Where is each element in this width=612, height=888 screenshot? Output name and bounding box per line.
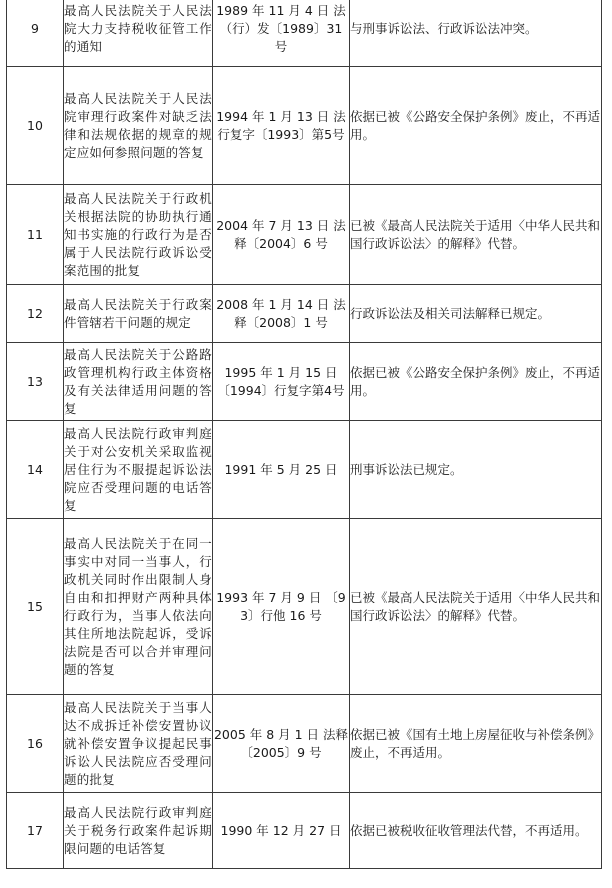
document-title: 最高人民法院行政审判庭关于税务行政案件起诉期限问题的电话答复 [64, 793, 213, 869]
repeal-reason: 刑事诉讼法已规定。 [350, 421, 602, 519]
table-row [7, 343, 602, 421]
document-title: 最高人民法院关于在同一事实中对同一当事人，行政机关同时作出限制人身自由和扣押财产两种具体行政行为，当事人依法向其住所地法院起诉，受诉法院是否可以合并审理问题的答复 [64, 519, 213, 695]
document-title: 最高人民法院关于人民法院审理行政案件对缺乏法律和法规依据的规章的规定应如何参照问题的答复 [64, 67, 213, 185]
table-row [7, 185, 602, 285]
table-row [7, 421, 602, 519]
issue-date-number: 1994 年 1 月 13 日 法行复字〔1993〕第5号 [213, 67, 350, 185]
row-number: 10 [7, 67, 64, 185]
document-title: 最高人民法院关于行政机关根据法院的协助执行通知书实施的行政行为是否属于人民法院行政诉讼受案范围的批复 [64, 185, 213, 285]
row-number: 9 [7, 0, 64, 67]
repeal-reason: 行政诉讼法及相关司法解释已规定。 [350, 285, 602, 343]
issue-date-number: 1993 年 7 月 9 日 〔93〕行他 16 号 [213, 519, 350, 695]
document-title: 最高人民法院关于公路路政管理机构行政主体资格及有关法律适用问题的答复 [64, 343, 213, 421]
issue-date-number: 1995 年 1 月 15 日 〔1994〕行复字第4号 [213, 343, 350, 421]
repeal-reason: 依据已被税收征收管理法代替，不再适用。 [350, 793, 602, 869]
issue-date-number: 2008 年 1 月 14 日 法释〔2008〕1 号 [213, 285, 350, 343]
table-row [7, 519, 602, 695]
table-row [7, 695, 602, 793]
repeal-reason: 依据已被《公路安全保护条例》废止，不再适用。 [350, 67, 602, 185]
table-row [7, 67, 602, 185]
row-number: 17 [7, 793, 64, 869]
issue-date-number: 2004 年 7 月 13 日 法释〔2004〕6 号 [213, 185, 350, 285]
table-row [7, 793, 602, 869]
document-title: 最高人民法院关于行政案件管辖若干问题的规定 [64, 285, 213, 343]
repeal-reason: 已被《最高人民法院关于适用〈中华人民共和国行政诉讼法〉的解释》代替。 [350, 519, 602, 695]
row-number: 14 [7, 421, 64, 519]
repeal-reason: 已被《最高人民法院关于适用〈中华人民共和国行政诉讼法〉的解释》代替。 [350, 185, 602, 285]
issue-date-number: 2005 年 8 月 1 日 法释〔2005〕9 号 [213, 695, 350, 793]
row-number: 15 [7, 519, 64, 695]
issue-date-number: 1990 年 12 月 27 日 [213, 793, 350, 869]
table-row [7, 285, 602, 343]
row-number: 11 [7, 185, 64, 285]
table-row [7, 0, 602, 67]
row-number: 13 [7, 343, 64, 421]
document-title: 最高人民法院关于人民法院大力支持税收征管工作的通知 [64, 0, 213, 67]
repeal-reason: 依据已被《国有土地上房屋征收与补偿条例》废止，不再适用。 [350, 695, 602, 793]
document-title: 最高人民法院关于当事人达不成拆迁补偿安置协议就补偿安置争议提起民事诉讼人民法院应否受理问题的批复 [64, 695, 213, 793]
repeal-reason: 与刑事诉讼法、行政诉讼法冲突。 [350, 0, 602, 67]
document-title: 最高人民法院行政审判庭关于对公安机关采取监视居住行为不服提起诉讼法院应否受理问题的电话答复 [64, 421, 213, 519]
row-number: 12 [7, 285, 64, 343]
repeal-reason: 依据已被《公路安全保护条例》废止，不再适用。 [350, 343, 602, 421]
row-number: 16 [7, 695, 64, 793]
issue-date-number: 1991 年 5 月 25 日 [213, 421, 350, 519]
issue-date-number: 1989 年 11 月 4 日 法（行）发〔1989〕31 号 [213, 0, 350, 67]
regulations-table [6, 0, 602, 869]
